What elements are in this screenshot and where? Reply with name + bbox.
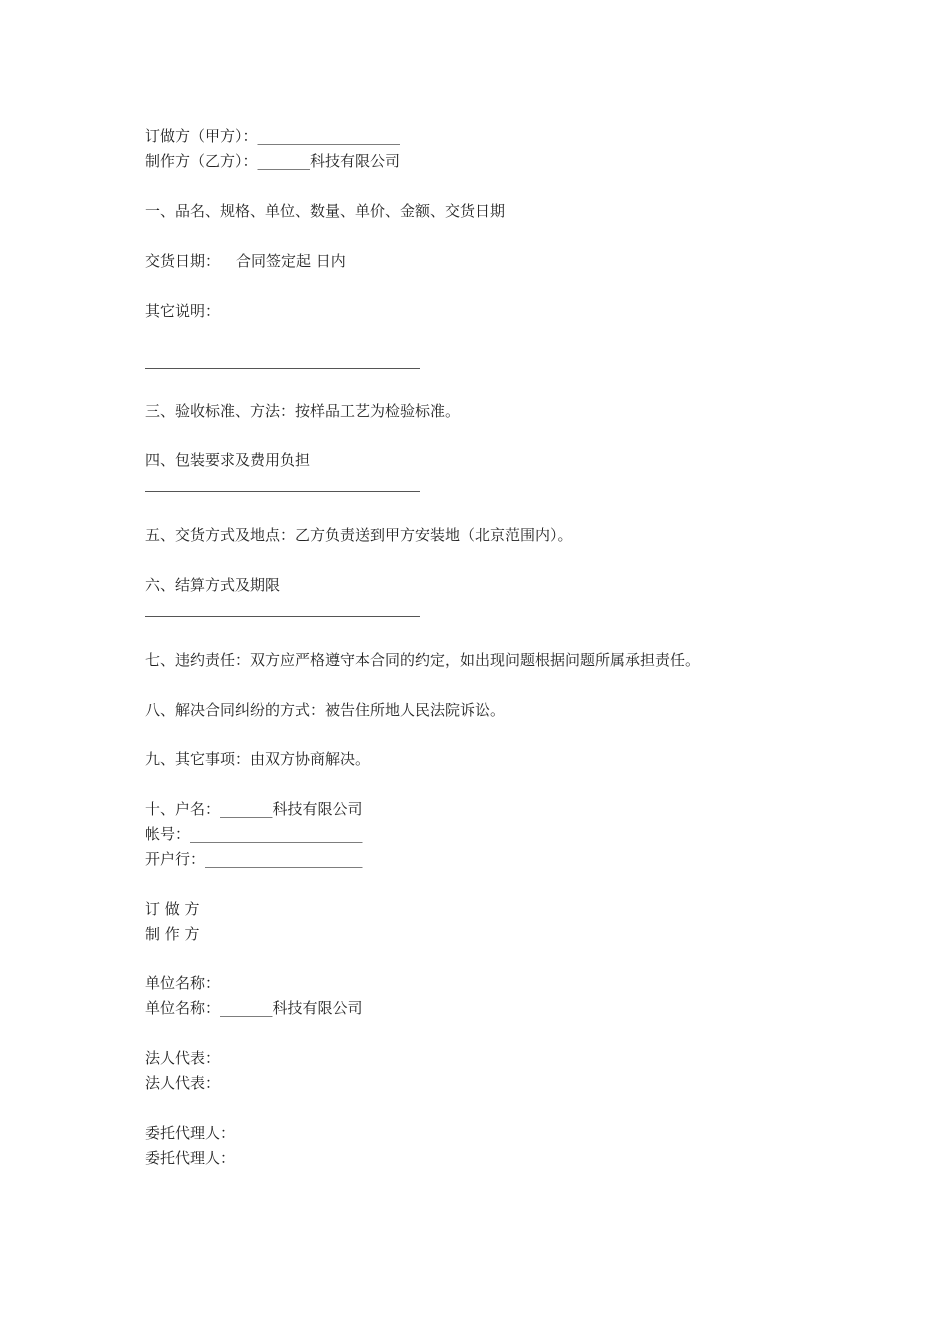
section-9: 九、其它事项：由双方协商解决。 bbox=[145, 750, 371, 768]
maker-party-line: 制作方（乙方）：_______科技有限公司 bbox=[145, 152, 401, 170]
maker-agent: 委托代理人： bbox=[145, 1149, 236, 1167]
orderer-agent: 委托代理人： bbox=[145, 1124, 236, 1142]
section-6: 六、结算方式及期限 bbox=[145, 576, 281, 594]
section-5: 五、交货方式及地点：乙方负责送到甲方安装地（北京范围内）。 bbox=[145, 526, 573, 544]
orderer-party-line: 订做方（甲方）：___________________ bbox=[145, 127, 401, 145]
section-4: 四、包装要求及费用负担 bbox=[145, 451, 311, 469]
delivery-date-value: 合同签定起 日内 bbox=[236, 252, 346, 270]
section-7: 七、违约责任：双方应严格遵守本合同的约定，如出现问题根据问题所属承担责任。 bbox=[145, 651, 701, 669]
bank-line: 开户行：_____________________ bbox=[145, 850, 363, 868]
section-1-title: 一、品名、规格、单位、数量、单价、金额、交货日期 bbox=[145, 202, 506, 220]
account-name-line: 十、户名：_______科技有限公司 bbox=[145, 800, 363, 818]
blank-line-notes bbox=[145, 368, 420, 369]
other-notes-label: 其它说明： bbox=[145, 302, 221, 320]
section-3: 三、验收标准、方法：按样品工艺为检验标准。 bbox=[145, 402, 461, 420]
blank-line-settlement bbox=[145, 616, 420, 617]
section-8: 八、解决合同纠纷的方式：被告住所地人民法院诉讼。 bbox=[145, 701, 506, 719]
maker-signature-heading: 制 作 方 bbox=[145, 925, 200, 943]
orderer-unit-name: 单位名称： bbox=[145, 974, 221, 992]
delivery-date-label: 交货日期： bbox=[145, 252, 221, 270]
blank-line-packaging bbox=[145, 491, 420, 492]
orderer-signature-heading: 订 做 方 bbox=[145, 900, 200, 918]
delivery-date-line bbox=[145, 251, 346, 271]
orderer-legal-rep: 法人代表： bbox=[145, 1049, 221, 1067]
maker-legal-rep: 法人代表： bbox=[145, 1074, 221, 1092]
maker-unit-name: 单位名称：_______科技有限公司 bbox=[145, 999, 363, 1017]
account-number-line: 帐号：_______________________ bbox=[145, 825, 363, 843]
